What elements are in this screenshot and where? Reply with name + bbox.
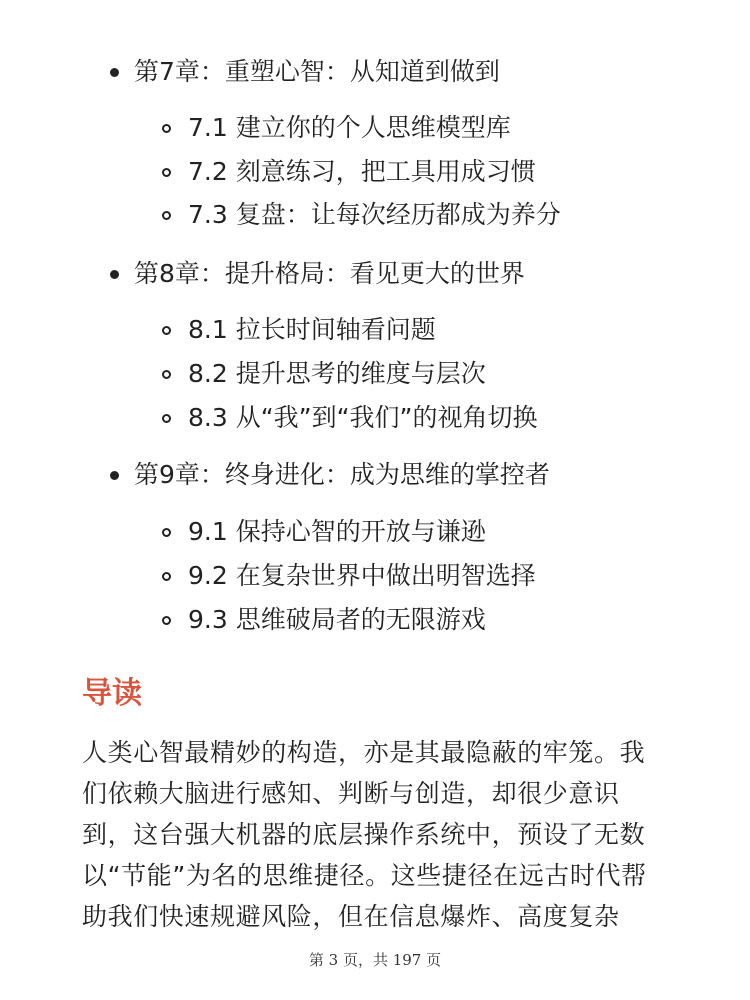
section-item xyxy=(162,600,486,640)
section-item xyxy=(162,310,436,350)
chapter-title: 第7章：重塑心智：从知道到做到 xyxy=(134,57,500,86)
section-title: 9.3 思维破局者的无限游戏 xyxy=(188,605,486,634)
section-title: 9.1 保持心智的开放与谦逊 xyxy=(188,517,486,546)
section-item xyxy=(162,398,538,438)
section-title: 8.1 拉长时间轴看问题 xyxy=(188,315,436,344)
bullet-circle-icon xyxy=(162,168,171,177)
chapter-title: 第8章：提升格局：看见更大的世界 xyxy=(134,259,525,288)
section-item xyxy=(162,512,486,552)
bullet-circle-icon xyxy=(162,370,171,379)
section-item xyxy=(162,556,536,596)
intro-paragraph: 人类心智最精妙的构造，亦是其最隐蔽的牢笼。我们依赖大脑进行感知、判断与创造，却很少意识到，这台强大机器的底层操作系统中，预设了无数以“节能”为名的思维捷径。这些捷径在远古时代帮助我们快速规避风险，但在信息爆炸、高度复杂 xyxy=(82,738,647,931)
bullet-circle-icon xyxy=(162,572,171,581)
chapter-item xyxy=(110,52,500,92)
bullet-circle-icon xyxy=(162,326,171,335)
bullet-disc-icon xyxy=(110,270,119,279)
section-title: 7.2 刻意练习，把工具用成习惯 xyxy=(188,157,536,186)
section-title: 7.1 建立你的个人思维模型库 xyxy=(188,113,511,142)
section-title: 9.2 在复杂世界中做出明智选择 xyxy=(188,561,536,590)
chapter-item xyxy=(110,455,550,495)
bullet-disc-icon xyxy=(110,471,119,480)
chapter-item xyxy=(110,254,525,294)
section-title: 8.3 从“我”到“我们”的视角切换 xyxy=(188,403,538,432)
bullet-circle-icon xyxy=(162,124,171,133)
bullet-circle-icon xyxy=(162,414,171,423)
section-title: 7.3 复盘：让每次经历都成为养分 xyxy=(188,200,561,229)
intro-heading: 导读 xyxy=(82,676,142,711)
bullet-disc-icon xyxy=(110,68,119,77)
bullet-circle-icon xyxy=(162,616,171,625)
section-item xyxy=(162,152,536,192)
section-item xyxy=(162,108,511,148)
section-item xyxy=(162,354,486,394)
bullet-circle-icon xyxy=(162,528,171,537)
page-number: 第 3 页，共 197 页 xyxy=(308,951,442,969)
chapter-title: 第9章：终身进化：成为思维的掌控者 xyxy=(134,460,550,489)
section-item xyxy=(162,195,561,235)
section-title: 8.2 提升思考的维度与层次 xyxy=(188,359,486,388)
bullet-circle-icon xyxy=(162,211,171,220)
